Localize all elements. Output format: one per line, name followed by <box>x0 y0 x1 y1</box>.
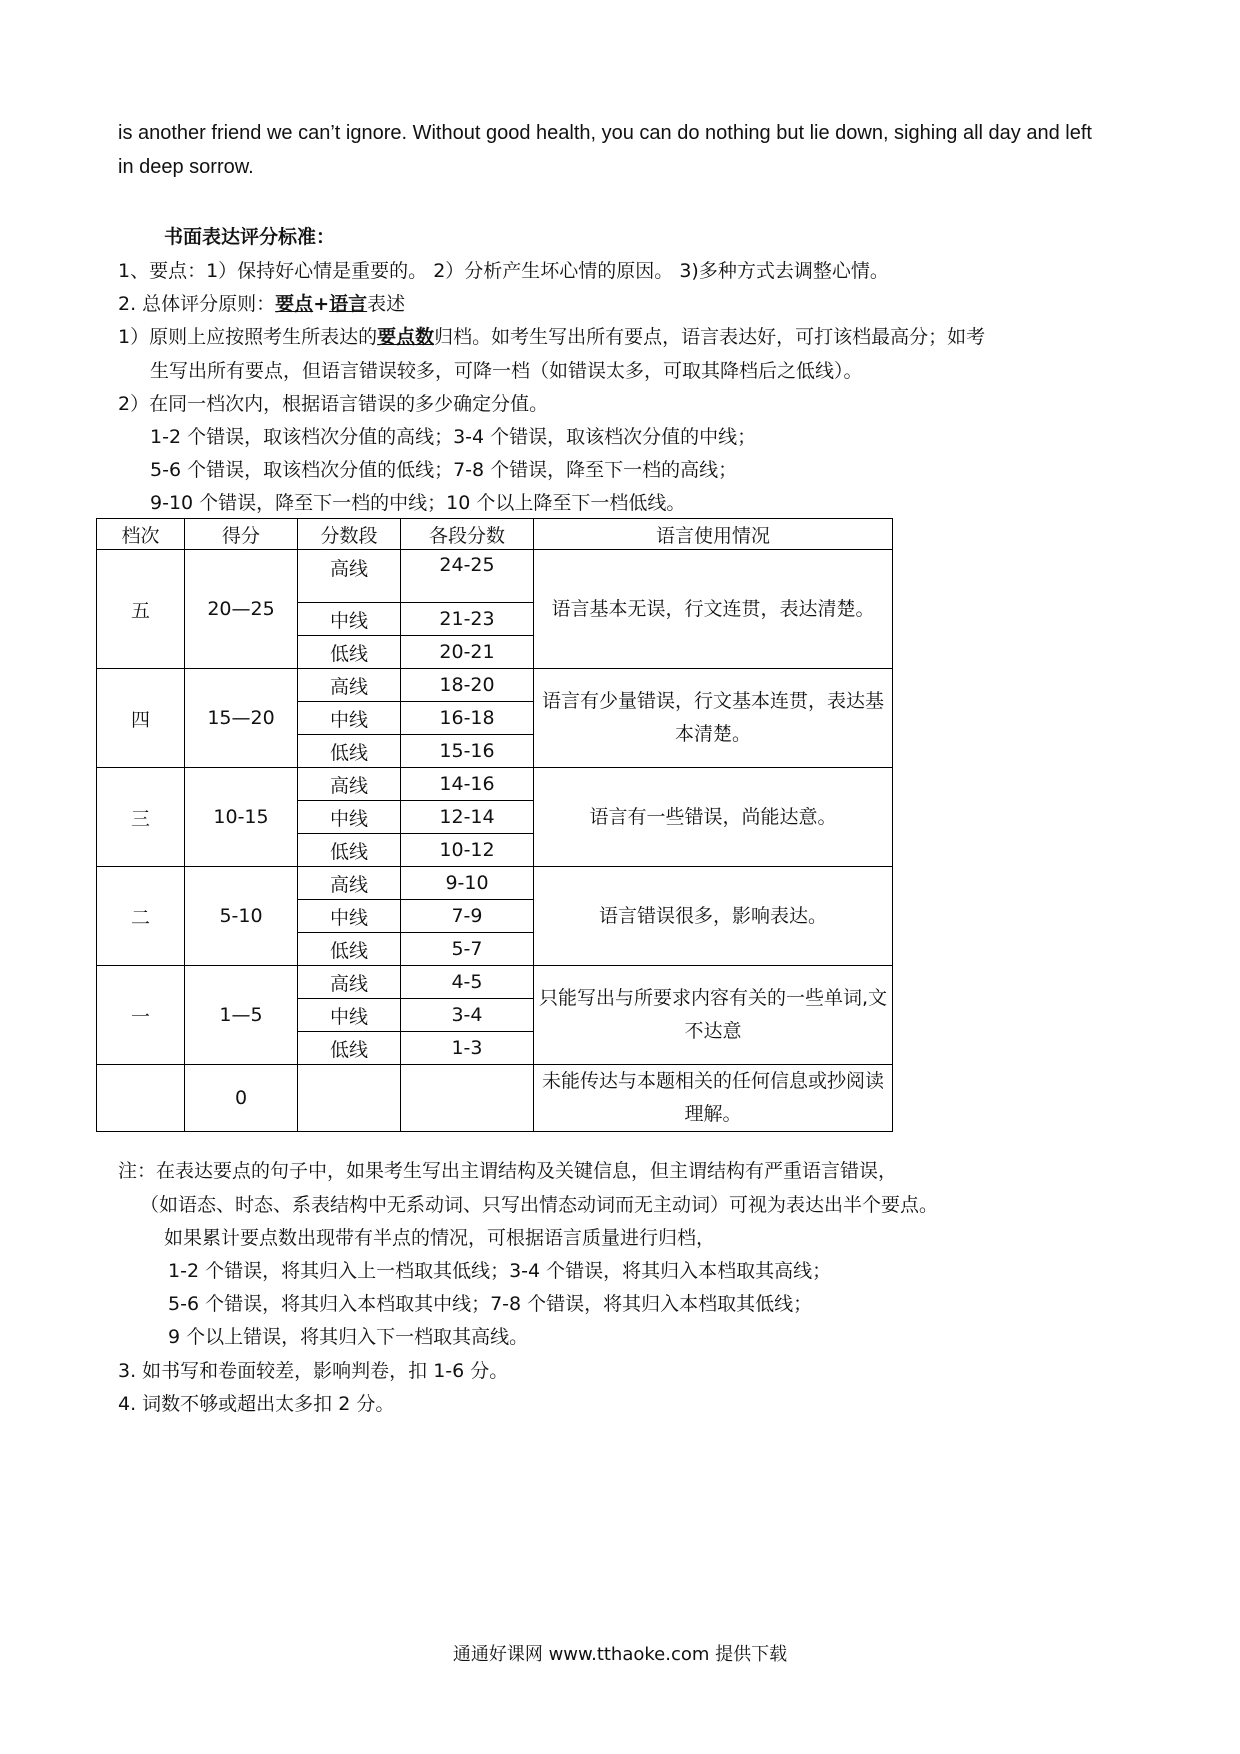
rule-1-prefix: 1）原则上应按照考生所表达的 <box>118 326 378 348</box>
band-cell: 高线 <box>298 768 401 801</box>
principle-key-points: 要点 <box>275 293 314 315</box>
band-cell: 高线 <box>298 550 401 603</box>
rule-2-line-2: 5-6 个错误，取该档次分值的低线；7-8 个错误，降至下一档的高线； <box>150 459 738 481</box>
band-cell: 低线 <box>298 834 401 867</box>
rule-1-line-2: 生写出所有要点，但语言错误较多，可降一档（如错误太多，可取其降档后之低线）。 <box>150 360 863 382</box>
table-row <box>97 966 893 999</box>
rule-2-title: 2）在同一档次内，根据语言错误的多少确定分值。 <box>118 393 549 415</box>
intro-line-1: is another friend we can’t ignore. Without good health, you can do nothing but lie down, sighing all day and left <box>118 122 1092 144</box>
score-cell: 10-15 <box>185 768 298 867</box>
range-cell: 5-7 <box>401 933 534 966</box>
range-cell: 15-16 <box>401 735 534 768</box>
range-cell: 10-12 <box>401 834 534 867</box>
table-header-row <box>97 519 893 550</box>
rule-3: 3. 如书写和卷面较差，影响判卷，扣 1-6 分。 <box>118 1360 509 1382</box>
band-cell: 低线 <box>298 1032 401 1065</box>
band-cell: 高线 <box>298 966 401 999</box>
principle-plus: + <box>313 293 330 315</box>
score-cell: 15—20 <box>185 669 298 768</box>
range-cell: 14-16 <box>401 768 534 801</box>
principle-key-language: 语言 <box>329 293 368 315</box>
band-cell: 中线 <box>298 900 401 933</box>
description-cell: 语言基本无误，行文连贯，表达清楚。 <box>534 550 893 669</box>
band-cell: 中线 <box>298 702 401 735</box>
range-cell: 21-23 <box>401 603 534 636</box>
band-cell: 中线 <box>298 999 401 1032</box>
note-line-3: 如果累计要点数出现带有半点的情况，可根据语言质量进行归档， <box>164 1227 716 1249</box>
scoring-table <box>96 518 893 1132</box>
band-cell <box>298 1065 401 1132</box>
rule-1-line-1 <box>118 322 985 349</box>
header-range: 各段分数 <box>401 519 534 550</box>
table-row <box>97 867 893 900</box>
level-cell: 五 <box>97 550 185 669</box>
header-language: 语言使用情况 <box>534 519 893 550</box>
rule-2-line-3: 9-10 个错误，降至下一档的中线；10 个以上降至下一档低线。 <box>150 492 686 514</box>
header-level: 档次 <box>97 519 185 550</box>
level-cell: 三 <box>97 768 185 867</box>
range-cell: 7-9 <box>401 900 534 933</box>
band-cell: 中线 <box>298 801 401 834</box>
band-cell: 高线 <box>298 867 401 900</box>
section-heading: 书面表达评分标准： <box>164 226 336 248</box>
range-cell: 12-14 <box>401 801 534 834</box>
description-cell: 未能传达与本题相关的任何信息或抄阅读理解。 <box>534 1065 893 1132</box>
description-cell: 只能写出与所要求内容有关的一些单词,文不达意 <box>534 966 893 1065</box>
band-cell: 中线 <box>298 603 401 636</box>
table-row <box>97 768 893 801</box>
level-cell <box>97 1065 185 1132</box>
footer-credit: 通通好课网 www.tthaoke.com 提供下载 <box>452 1644 788 1665</box>
rule-4: 4. 词数不够或超出太多扣 2 分。 <box>118 1393 395 1415</box>
range-cell: 16-18 <box>401 702 534 735</box>
header-score: 得分 <box>185 519 298 550</box>
band-cell: 低线 <box>298 933 401 966</box>
table-row <box>97 1065 893 1132</box>
note-line-6: 9 个以上错误，将其归入下一档取其高线。 <box>168 1326 529 1348</box>
range-cell: 18-20 <box>401 669 534 702</box>
table-row <box>97 550 893 603</box>
intro-line-2: in deep sorrow. <box>118 156 254 178</box>
rule-2-line-1: 1-2 个错误，取该档次分值的高线；3-4 个错误，取该档次分值的中线； <box>150 426 757 448</box>
description-cell: 语言错误很多，影响表达。 <box>534 867 893 966</box>
table-row <box>97 669 893 702</box>
level-cell: 二 <box>97 867 185 966</box>
range-cell <box>401 1065 534 1132</box>
note-line-2: （如语态、时态、系表结构中无系动词、只写出情态动词而无主动词）可视为表达出半个要点。 <box>140 1194 939 1216</box>
score-cell: 20—25 <box>185 550 298 669</box>
range-cell: 1-3 <box>401 1032 534 1065</box>
description-cell: 语言有一些错误，尚能达意。 <box>534 768 893 867</box>
description-cell: 语言有少量错误，行文基本连贯，表达基本清楚。 <box>534 669 893 768</box>
principle-prefix: 2. 总体评分原则： <box>118 293 276 315</box>
score-cell: 0 <box>185 1065 298 1132</box>
principle-suffix: 表述 <box>367 293 406 315</box>
score-cell: 1—5 <box>185 966 298 1065</box>
key-points: 1、要点：1）保持好心情是重要的。 2）分析产生坏心情的原因。 3)多种方式去调整心情。 <box>118 260 889 282</box>
range-cell: 3-4 <box>401 999 534 1032</box>
overall-principle <box>118 289 405 316</box>
range-cell: 20-21 <box>401 636 534 669</box>
range-cell: 9-10 <box>401 867 534 900</box>
score-cell: 5-10 <box>185 867 298 966</box>
range-cell: 4-5 <box>401 966 534 999</box>
band-cell: 低线 <box>298 636 401 669</box>
rule-1-rest: 归档。如考生写出所有要点，语言表达好，可打该档最高分；如考 <box>434 326 986 348</box>
band-cell: 高线 <box>298 669 401 702</box>
header-band: 分数段 <box>298 519 401 550</box>
level-cell: 四 <box>97 669 185 768</box>
note-line-5: 5-6 个错误，将其归入本档取其中线；7-8 个错误，将其归入本档取其低线； <box>168 1293 813 1315</box>
rule-1-key: 要点数 <box>377 326 435 348</box>
note-line-4: 1-2 个错误，将其归入上一档取其低线；3-4 个错误，将其归入本档取其高线； <box>168 1260 832 1282</box>
note-line-1: 注：在表达要点的句子中，如果考生写出主谓结构及关键信息，但主谓结构有严重语言错误， <box>118 1160 898 1182</box>
range-cell: 24-25 <box>401 550 534 603</box>
level-cell: 一 <box>97 966 185 1065</box>
band-cell: 低线 <box>298 735 401 768</box>
